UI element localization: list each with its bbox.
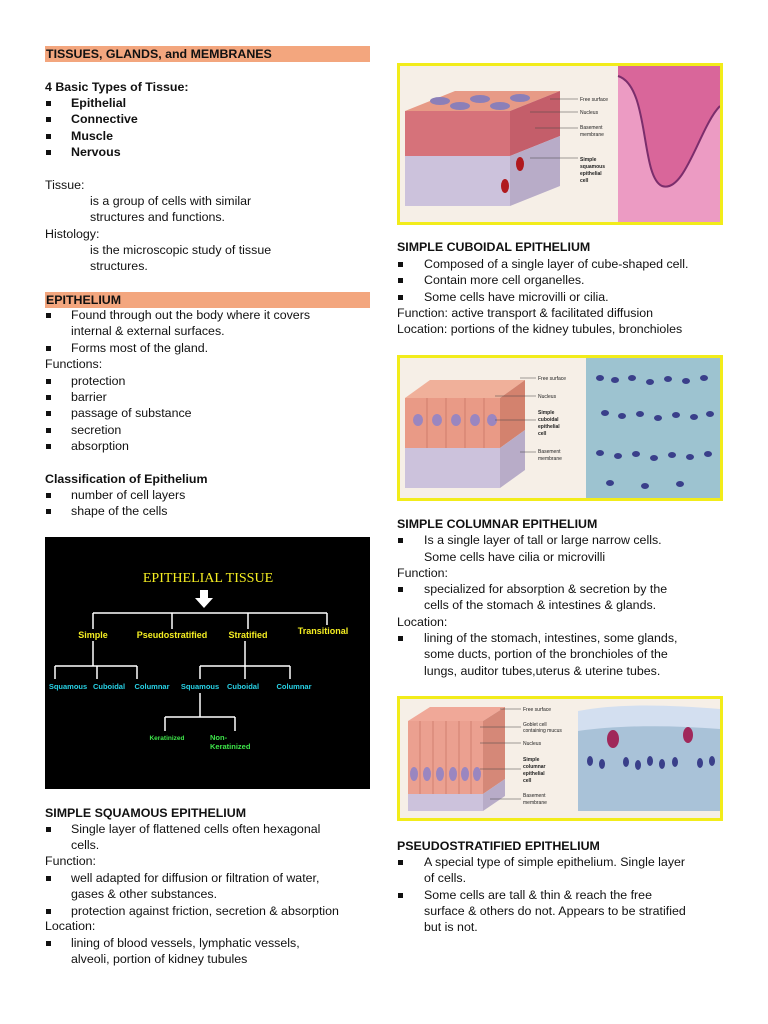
diagram-non-keratinized-label: Non-	[210, 733, 228, 742]
figure-label: cell	[580, 178, 589, 184]
diagram-stratified-label: Stratified	[228, 630, 268, 640]
squamous-text: alveoli, portion of kidney tubules	[71, 952, 248, 966]
cuboidal-text: Some cells have microvilli or cilia.	[424, 290, 609, 304]
squamous-function-label: Function:	[45, 854, 96, 868]
simple-columnar-figure	[397, 696, 723, 821]
tissue-definition: is a group of cells with similar	[90, 194, 252, 208]
bullet	[46, 444, 51, 449]
bullet	[46, 493, 51, 498]
pseudostratified-text: Some cells are tall & thin & reach the free	[424, 888, 652, 902]
diagram-squamous-label: Squamous	[48, 682, 88, 691]
simple-squamous-heading: SIMPLE SQUAMOUS EPITHELIUM	[45, 806, 247, 820]
columnar-text: lungs, auditor tubes,uterus & uterine tubes.	[424, 664, 661, 678]
bullet	[398, 587, 403, 592]
page-title: TISSUES, GLANDS, and MEMBRANES	[45, 46, 370, 62]
diagram-simple-label: Simple	[78, 630, 108, 640]
figure-label: Simple	[538, 410, 555, 416]
epithelium-header: EPITHELIUM	[45, 292, 370, 308]
cuboidal-text: Composed of a single layer of cube-shaped cell.	[424, 257, 689, 271]
figure-label: cuboidal	[538, 417, 559, 423]
squamous-text: protection against friction, secretion & absorption	[71, 904, 339, 918]
figure-label: Basement	[580, 125, 603, 131]
histology-label: Histology:	[45, 227, 100, 241]
figure-label: Basement	[523, 793, 546, 799]
squamous-text: gases & other substances.	[71, 887, 218, 901]
bullet	[46, 101, 51, 106]
function-item: absorption	[71, 439, 129, 453]
epithelial-tissue-diagram	[45, 537, 370, 789]
bullet	[46, 509, 51, 514]
squamous-text: cells.	[71, 838, 100, 852]
tissue-type-item: Nervous	[71, 145, 121, 159]
diagram-transitional-label: Transitional	[297, 626, 349, 636]
figure-label: membrane	[538, 456, 562, 462]
figure-label: Basement	[538, 449, 561, 455]
figure-label: Free surface	[538, 376, 567, 382]
tissue-type-item: Muscle	[71, 129, 114, 143]
cuboidal-illustration	[400, 358, 720, 498]
squamous-text: lining of blood vessels, lymphatic vessels,	[71, 936, 300, 950]
diagram-non-keratinized-label: Keratinized	[210, 742, 251, 751]
columnar-text: specialized for absorption & secretion by the	[424, 582, 668, 596]
figure-label: Free surface	[523, 707, 552, 713]
figure-label: Nucleus	[538, 394, 557, 400]
bullet	[46, 909, 51, 914]
columnar-text: lining of the stomach, intestines, some glands,	[424, 631, 678, 645]
simple-cuboidal-heading: SIMPLE CUBOIDAL EPITHELIUM	[397, 240, 591, 254]
figure-label: Goblet cell	[523, 722, 547, 728]
squamous-text: Single layer of flattened cells often hexagonal	[71, 822, 321, 836]
bullet	[46, 379, 51, 384]
tissue-type-item: Connective	[71, 112, 138, 126]
figure-label: Free surface	[580, 97, 609, 103]
squamous-illustration	[400, 66, 720, 222]
bullet	[46, 134, 51, 139]
diagram-cuboidal-label: Cuboidal	[92, 682, 126, 691]
bullet	[46, 428, 51, 433]
simple-columnar-heading: SIMPLE COLUMNAR EPITHELIUM	[397, 517, 598, 531]
columnar-text: Some cells have cilia or microvilli	[424, 550, 606, 564]
bullet	[398, 278, 403, 283]
figure-label: Nucleus	[523, 741, 542, 747]
tissue-type-item: Epithelial	[71, 96, 127, 110]
diagram-columnar-label: Columnar	[276, 682, 312, 691]
pseudostratified-heading: PSEUDOSTRATIFIED EPITHELIUM	[397, 839, 600, 853]
columnar-text: cells of the stomach & intestines & glands.	[424, 598, 657, 612]
bullet	[398, 538, 403, 543]
bullet	[398, 262, 403, 267]
figure-label: epithelial	[523, 771, 545, 777]
figure-label: epithelial	[580, 171, 602, 177]
diagram-columnar-label: Columnar	[134, 682, 170, 691]
simple-squamous-figure	[397, 63, 723, 225]
figure-label: cell	[538, 431, 547, 437]
bullet	[398, 860, 403, 865]
columnar-location-label: Location:	[397, 615, 448, 629]
bullet	[46, 346, 51, 351]
figure-label: Nucleus	[580, 110, 599, 116]
cuboidal-text: Contain more cell organelles.	[424, 273, 585, 287]
squamous-location-label: Location:	[45, 919, 96, 933]
figure-label: columnar	[523, 764, 546, 770]
tissue-definition: structures and functions.	[90, 210, 225, 224]
columnar-function-label: Function:	[397, 566, 448, 580]
bullet	[46, 827, 51, 832]
simple-cuboidal-figure	[397, 355, 723, 501]
tissue-types-heading: 4 Basic Types of Tissue:	[45, 80, 189, 94]
pseudostratified-text: of cells.	[424, 871, 467, 885]
histology-definition: structures.	[90, 259, 148, 273]
cuboidal-function: Function: active transport & facilitated diffusion	[397, 306, 653, 320]
histology-definition: is the microscopic study of tissue	[90, 243, 272, 257]
figure-label: epithelial	[538, 424, 560, 430]
figure-label: membrane	[523, 800, 547, 806]
epithelium-text: Found through out the body where it covers	[71, 308, 311, 322]
bullet	[398, 295, 403, 300]
cuboidal-location: Location: portions of the kidney tubules, bronchioles	[397, 322, 683, 336]
figure-label: Simple	[580, 157, 597, 163]
diagram-cuboidal-label: Cuboidal	[226, 682, 260, 691]
diagram-keratinized-label: Keratinized	[149, 735, 185, 742]
classification-item: number of cell layers	[71, 488, 186, 502]
bullet	[46, 150, 51, 155]
epithelium-text: Forms most of the gland.	[71, 341, 209, 355]
diagram-title: EPITHELIAL TISSUE	[142, 571, 274, 586]
bullet	[46, 313, 51, 318]
classification-item: shape of the cells	[71, 504, 168, 518]
figure-label: cell	[523, 778, 532, 784]
tissue-label: Tissue:	[45, 178, 85, 192]
function-item: protection	[71, 374, 126, 388]
diagram-squamous-label: Squamous	[180, 682, 220, 691]
bullet	[46, 117, 51, 122]
function-item: passage of substance	[71, 406, 192, 420]
figure-label: containing mucus	[523, 728, 562, 734]
figure-label: membrane	[580, 132, 604, 138]
bullet	[398, 893, 403, 898]
pseudostratified-text: A special type of simple epithelium. Single layer	[424, 855, 686, 869]
columnar-text: Is a single layer of tall or large narrow cells.	[424, 533, 662, 547]
bullet	[46, 941, 51, 946]
pseudostratified-text: but is not.	[424, 920, 478, 934]
function-item: secretion	[71, 423, 122, 437]
bullet	[46, 395, 51, 400]
bullet	[46, 876, 51, 881]
columnar-illustration	[400, 699, 720, 818]
epithelium-text: internal & external surfaces.	[71, 324, 225, 338]
figure-label: squamous	[580, 164, 606, 170]
squamous-text: well adapted for diffusion or filtration of water,	[71, 871, 320, 885]
columnar-text: some ducts, portion of the bronchioles of the	[424, 647, 668, 661]
functions-label: Functions:	[45, 357, 103, 371]
bullet	[46, 411, 51, 416]
function-item: barrier	[71, 390, 107, 404]
classification-heading: Classification of Epithelium	[45, 472, 208, 486]
figure-label: Simple	[523, 757, 540, 763]
diagram-pseudostratified-label: Pseudostratified	[136, 630, 208, 640]
pseudostratified-text: surface & others do not. Appears to be stratified	[424, 904, 686, 918]
bullet	[398, 636, 403, 641]
